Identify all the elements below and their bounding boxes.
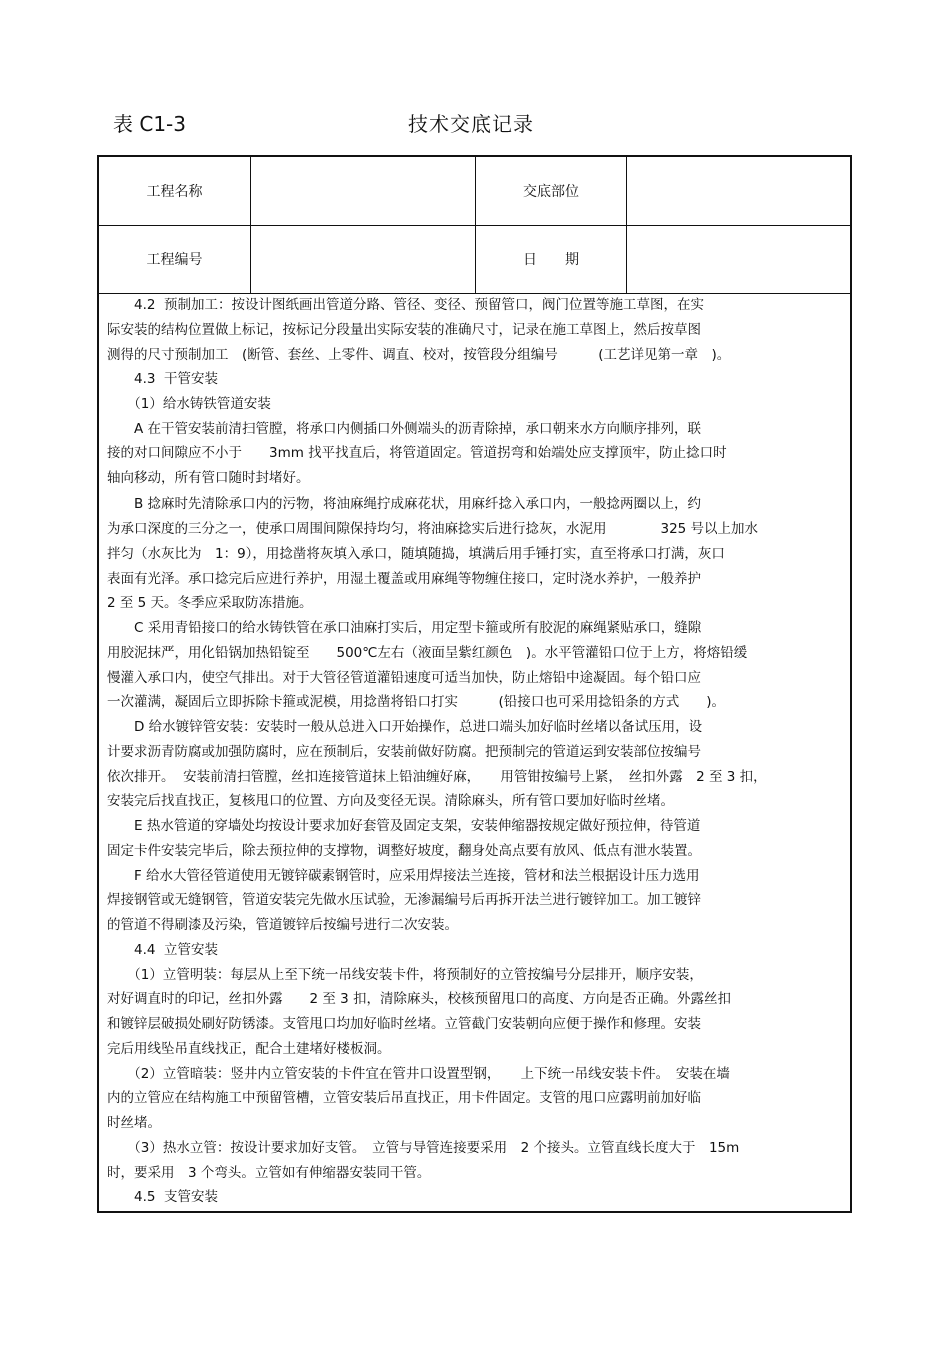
- project-no-label: 工程编号: [99, 225, 251, 293]
- content-line: 测得的尺寸预制加工 (断管、套丝、上零件、调直、校对，按管段分组编号 (工艺详见第一章 )。: [107, 347, 731, 363]
- content-line: 安装完后找直找正，复核甩口的位置、方向及变径无误。清除麻头，所有管口要加好临时丝堵。: [107, 793, 674, 809]
- content-line: 为承口深度的三分之一，使承口周围间隙保持均匀，将油麻捻实后进行捻灰，水泥用 325 号以上加水: [107, 521, 759, 537]
- content-line: 4.5 支管安装: [107, 1189, 219, 1205]
- content-line: 4.4 立管安装: [107, 942, 219, 958]
- content-line: B 捻麻时先清除承口内的污物，将油麻绳拧成麻花状，用麻纤捻入承口内，一般捻两圈以上，约: [107, 496, 702, 512]
- content-line: C 采用青铅接口的给水铸铁管在承口油麻打实后，用定型卡箍或所有胶泥的麻绳紧贴承口，缝隙: [107, 620, 702, 636]
- content-line: 焊接钢管或无缝钢管，管道安装完先做水压试验，无渗漏编号后再拆开法兰进行镀锌加工。加工镀锌: [107, 892, 701, 908]
- handover-part-field[interactable]: [627, 157, 850, 225]
- content-line: 一次灌满，凝固后立即拆除卡箍或泥模，用捻凿将铅口打实 (铅接口也可采用捻铅条的方式 )。: [107, 694, 726, 710]
- content-line: （1）立管明装：每层从上至下统一吊线安装卡件，将预制好的立管按编号分层排开，顺序安装，: [107, 967, 703, 983]
- content-line: 轴向移动，所有管口随时封堵好。: [107, 470, 310, 486]
- info-row-project-name: [99, 157, 850, 226]
- content-line: 时，要采用 3 个弯头。立管如有伸缩器安装同干管。: [107, 1165, 431, 1181]
- date-label: 日 期: [476, 225, 627, 293]
- content-line: 表面有光泽。承口捻完后应进行养护，用湿土覆盖或用麻绳等物缠住接口，定时浇水养护，一般养护: [107, 571, 701, 587]
- content-line: 完后用线坠吊直线找正，配合土建堵好楼板洞。: [107, 1041, 391, 1057]
- content-line: （3）热水立管：按设计要求加好支管。 立管与导管连接要采用 2 个接头。立管直线长度大于 15m: [107, 1140, 740, 1156]
- content-line: D 给水镀锌管安装：安装时一般从总进入口开始操作，总进口端头加好临时丝堵以备试压用，设: [107, 719, 703, 735]
- content-line: 和镀锌层破损处刷好防锈漆。支管甩口均加好临时丝堵。立管截门安装朝向应便于操作和修理。安装: [107, 1016, 701, 1032]
- content-line: 内的立管应在结构施工中预留管槽，立管安装后吊直找正，用卡件固定。支管的甩口应露明前加好临: [107, 1090, 701, 1106]
- content-line: 接的对口间隙应不小于 3mm 找平找直后，将管道固定。管道拐弯和始端处应支撑顶牢，防止捻口时: [107, 445, 727, 461]
- handover-part-label: 交底部位: [476, 157, 627, 225]
- content-line: 4.3 干管安装: [107, 371, 219, 387]
- content-line: 4.2 预制加工：按设计图纸画出管道分路、管径、变径、预留管口，阀门位置等施工草图，在实: [107, 297, 705, 313]
- content-line: 固定卡件安装完毕后，除去预拉伸的支撑物，调整好坡度，翻身处高点要有放风、低点有泄水装置。: [107, 843, 701, 859]
- content-line: 用胶泥抹严，用化铅锅加热铅锭至 500℃左右（液面呈紫红颜色 )。水平管灌铅口位于上方，将熔铅缓: [107, 645, 748, 661]
- record-table: [97, 155, 852, 1213]
- content-line: 慢灌入承口内，使空气排出。对于大管径管道灌铅速度可适当加快，防止熔铅中途凝固。每个铅口应: [107, 670, 701, 686]
- content-line: E 热水管道的穿墙处均按设计要求加好套管及固定支架，安装伸缩器按规定做好预拉伸，待管道: [107, 818, 701, 834]
- content-line: 际安装的结构位置做上标记，按标记分段量出实际安装的准确尺寸，记录在施工草图上，然后按草图: [107, 322, 701, 338]
- content-line: 拌匀（水灰比为 1：9），用捻凿将灰填入承口，随填随捣，填满后用手锤打实，直至将承口打满，灰口: [107, 546, 725, 562]
- content-line: F 给水大管径管道使用无镀锌碳素钢管时，应采用焊接法兰连接，管材和法兰根据设计压力选用: [107, 868, 700, 884]
- project-name-label: 工程名称: [99, 157, 251, 225]
- date-field[interactable]: [627, 225, 850, 293]
- document-title: 技术交底记录: [408, 112, 534, 136]
- content-line: A 在干管安装前清扫管膛，将承口内侧插口外侧端头的沥青除掉，承口朝来水方向顺序排列，联: [107, 421, 702, 437]
- content-line: 时丝堵。: [107, 1115, 161, 1131]
- content-line: 2 至 5 天。冬季应采取防冻措施。: [107, 595, 313, 611]
- project-no-field[interactable]: [251, 225, 476, 293]
- form-code: 表 C1-3: [113, 112, 186, 136]
- info-row-project-no: [99, 225, 850, 294]
- content-line: （1）给水铸铁管道安装: [107, 396, 271, 412]
- content-line: 计要求沥青防腐或加强防腐时，应在预制后，安装前做好防腐。把预制完的管道运到安装部位按编号: [107, 744, 701, 760]
- content-line: 对好调直时的印记，丝扣外露 2 至 3 扣，清除麻头，校核预留甩口的高度、方向是否正确。外露丝扣: [107, 991, 732, 1007]
- content-line: 的管道不得刷漆及污染，管道镀锌后按编号进行二次安装。: [107, 917, 458, 933]
- content-line: 依次排开。 安装前清扫管膛，丝扣连接管道抹上铅油缠好麻， 用管钳按编号上紧， 丝扣外露 2 至 3 扣，: [107, 769, 767, 785]
- project-name-field[interactable]: [251, 157, 476, 225]
- content-line: （2）立管暗装：竖井内立管安装的卡件宜在管井口设置型钢， 上下统一吊线安装卡件。 安装在墙: [107, 1066, 730, 1082]
